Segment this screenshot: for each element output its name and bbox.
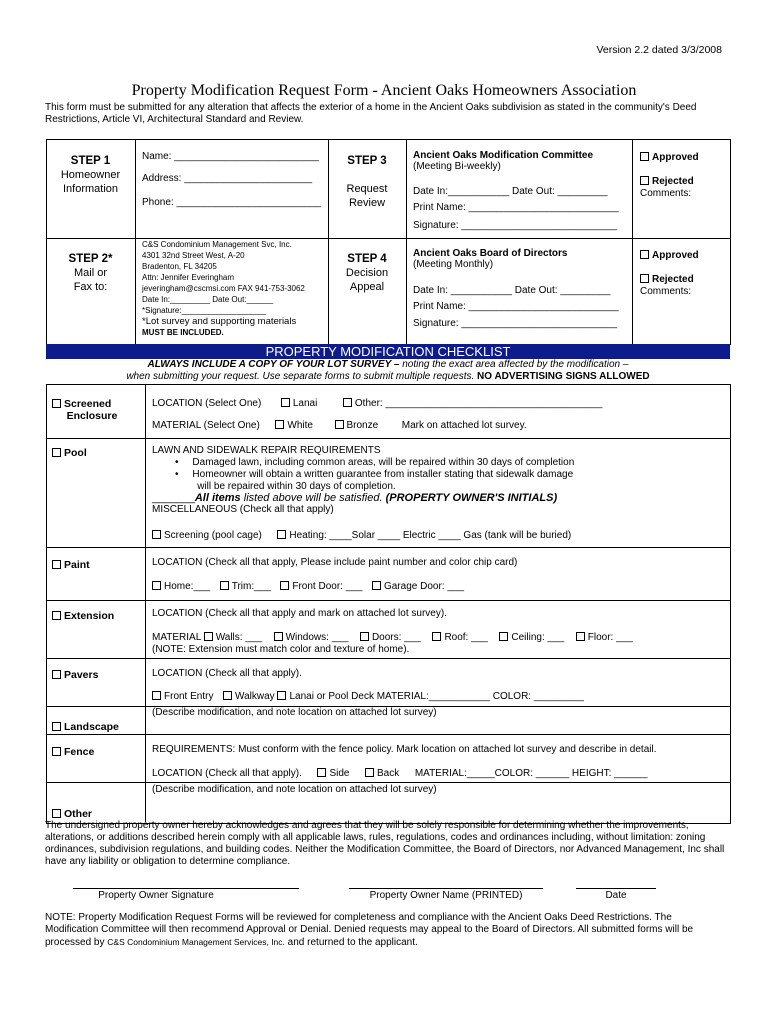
- pavers-location-label: LOCATION (Check all that apply).: [152, 668, 302, 679]
- committee-name: Ancient Oaks Modification Committee: [413, 150, 594, 161]
- side-checkbox[interactable]: Side: [317, 768, 349, 779]
- front-door-checkbox[interactable]: Front Door: ___: [280, 581, 362, 592]
- screened-material-label: MATERIAL (Select One): [152, 420, 260, 431]
- owner-initials-field[interactable]: _______All items listed above will be satisfied. (PROPERTY OWNER'S INITIALS): [152, 492, 558, 504]
- landscape-checkbox[interactable]: Landscape: [52, 721, 119, 733]
- step4-comments-label: Comments:: [640, 286, 692, 297]
- lawn-requirements-title: LAWN AND SIDEWALK REPAIR REQUIREMENTS: [152, 445, 381, 456]
- mail-fax-address: C&S Condominium Management Svc, Inc. 4301 32nd Street West, A-20 Bradenton, FL 34205 Attn: Jennifer Everingham jeveringham@cscmsi.com FAX 941-753-3062 Date In:_________ Date Out:______ *Signature:___________________ *Lot survey and supporting materials MUST BE INCLUDED.: [142, 240, 305, 337]
- version-label: Version 2.2 dated 3/3/2008: [596, 44, 722, 56]
- board-name: Ancient Oaks Board of Directors: [413, 248, 568, 259]
- paint-checkbox[interactable]: Paint: [52, 559, 90, 571]
- checklist-header: PROPERTY MODIFICATION CHECKLIST: [46, 344, 730, 359]
- ceiling-checkbox[interactable]: Ceiling: ___: [499, 632, 564, 643]
- date-line[interactable]: Date: [605, 890, 627, 901]
- misc-label: MISCELLANEOUS (Check all that apply): [152, 504, 334, 515]
- step3-comments-label: Comments:: [640, 188, 692, 199]
- front-entry-checkbox[interactable]: Front Entry: [152, 691, 213, 702]
- step4-signature-field[interactable]: Signature: ____________________________: [413, 318, 618, 329]
- lawn-bullet-2: • Homeowner will obtain a written guarantee from installer stating that sidewalk damage will be repaired within 30 days of completion.: [175, 469, 574, 492]
- separate-forms-warning: when submitting your request. Use separate forms to submit multiple requests. NO ADVERTISING SIGNS ALLOWED: [126, 371, 650, 382]
- step3-rejected-checkbox[interactable]: Rejected: [640, 176, 694, 187]
- step3-print-name-field[interactable]: Print Name: ___________________________: [413, 202, 619, 213]
- step4-dates-field[interactable]: Date In: ___________ Date Out: _________: [413, 285, 611, 296]
- extension-material-label: MATERIAL: [152, 632, 201, 643]
- back-checkbox[interactable]: Back: [365, 768, 399, 779]
- pavers-checkbox[interactable]: Pavers: [52, 669, 98, 681]
- step4-heading: STEP 4 Decision Appeal: [345, 253, 389, 293]
- fence-material-field[interactable]: MATERIAL:_____COLOR: ______ HEIGHT: ______: [414, 768, 648, 779]
- trim-checkbox[interactable]: Trim:___: [220, 581, 271, 592]
- fence-location-label: LOCATION (Check all that apply).: [152, 768, 302, 779]
- home-checkbox[interactable]: Home:___: [152, 581, 210, 592]
- checklist-table: [46, 384, 731, 824]
- step3-dates-field[interactable]: Date In:___________ Date Out: _________: [413, 186, 608, 197]
- lanai-checkbox[interactable]: Lanai: [281, 398, 317, 409]
- white-checkbox[interactable]: White: [275, 420, 313, 431]
- committee-meeting: (Meeting Bi-weekly): [413, 161, 501, 172]
- paint-location-label: LOCATION (Check all that apply, Please include paint number and color chip card): [152, 557, 518, 568]
- step4-rejected-checkbox[interactable]: Rejected: [640, 274, 694, 285]
- fence-requirements: REQUIREMENTS: Must conform with the fence policy. Mark location on attached lot survey and describe in detail.: [152, 744, 657, 755]
- screened-enclosure-checkbox[interactable]: Screened Enclosure: [52, 398, 117, 422]
- windows-checkbox[interactable]: Windows: ___: [274, 632, 349, 643]
- floor-checkbox[interactable]: Floor: ___: [576, 632, 633, 643]
- landscape-describe: (Describe modification, and note location on attached lot survey): [152, 707, 437, 718]
- owner-signature-line[interactable]: Property Owner Signature: [98, 890, 214, 901]
- step2-heading: STEP 2* Mail or Fax to:: [68, 253, 113, 293]
- step1-heading: STEP 1 Homeowner Information: [60, 155, 121, 195]
- other-checkbox[interactable]: Other: [52, 808, 92, 820]
- other-describe: (Describe modification, and note location on attached lot survey): [152, 784, 437, 795]
- doors-checkbox[interactable]: Doors: ___: [360, 632, 421, 643]
- mark-survey-note: Mark on attached lot survey.: [401, 420, 527, 431]
- processing-note: NOTE: Property Modification Request Forms will be reviewed for completeness and compliance with the Ancient Oaks Deed Restrictions. The Modification Committee will then recommend Approval or Denial. Denied requests may appeal to the Board of Directors. All submitted forms will be processed by C&S Condominium Management Services, Inc. and returned to the applicant.: [45, 912, 694, 948]
- screened-location-label: LOCATION (Select One): [152, 398, 262, 409]
- lanai-pool-deck-checkbox[interactable]: Lanai or Pool Deck MATERIAL:___________ COLOR: _________: [277, 691, 583, 702]
- step4-print-name-field[interactable]: Print Name: ___________________________: [413, 301, 619, 312]
- screening-checkbox[interactable]: Screening (pool cage): [152, 530, 262, 541]
- pool-checkbox[interactable]: Pool: [52, 447, 87, 459]
- step3-signature-field[interactable]: Signature: ____________________________: [413, 220, 618, 231]
- fence-checkbox[interactable]: Fence: [52, 746, 94, 758]
- garage-door-checkbox[interactable]: Garage Door: ___: [372, 581, 464, 592]
- step3-heading: STEP 3 Request Review: [346, 155, 388, 209]
- phone-field[interactable]: Phone: __________________________: [142, 197, 322, 208]
- heating-checkbox[interactable]: Heating: ____Solar ____ Electric ____ Gas (tank will be buried): [277, 530, 571, 541]
- roof-checkbox[interactable]: Roof: ___: [432, 632, 487, 643]
- walls-checkbox[interactable]: Walls: ___: [204, 632, 262, 643]
- bronze-checkbox[interactable]: Bronze: [335, 420, 379, 431]
- name-field[interactable]: Name: __________________________: [142, 151, 319, 162]
- lawn-bullet-1: • Damaged lawn, including common areas, will be repaired within 30 days of completion: [175, 457, 575, 468]
- extension-checkbox[interactable]: Extension: [52, 610, 114, 622]
- intro-text: This form must be submitted for any alteration that affects the exterior of a home in the Ancient Oaks subdivision as stated in the community's Deed Restrictions, Article VI, Architectural Standard and Review.: [45, 102, 697, 125]
- page-title: Property Modification Request Form - Ancient Oaks Homeowners Association: [131, 82, 637, 99]
- extension-location-label: LOCATION (Check all that apply and mark on attached lot survey).: [152, 608, 447, 619]
- acknowledgement-text: The undersigned property owner hereby acknowledges and agrees that they will be solely responsible for determining whether the improvements, alterations, or additions described herein comply with all applicable laws, rules, regulations, codes and ordinances including, without limitation: zoning ordinances, subdivision regulations, and building codes. Neither the Modification Committee, the Board of Directors, nor Advanced Management, Inc shall have any liability or obligation to determine compliance.: [45, 820, 725, 867]
- extension-note: (NOTE: Extension must match color and texture of home).: [152, 644, 410, 655]
- other-location-checkbox[interactable]: Other: _______________________________________: [343, 398, 602, 409]
- walkway-checkbox[interactable]: Walkway: [223, 691, 275, 702]
- owner-name-line[interactable]: Property Owner Name (PRINTED): [369, 890, 523, 901]
- board-meeting: (Meeting Monthly): [413, 259, 494, 270]
- address-field[interactable]: Address: _______________________: [142, 173, 313, 184]
- step3-approved-checkbox[interactable]: Approved: [640, 152, 699, 163]
- lot-survey-warning: ALWAYS INCLUDE A COPY OF YOUR LOT SURVEY – noting the exact area affected by the modification –: [147, 359, 629, 370]
- step4-approved-checkbox[interactable]: Approved: [640, 250, 699, 261]
